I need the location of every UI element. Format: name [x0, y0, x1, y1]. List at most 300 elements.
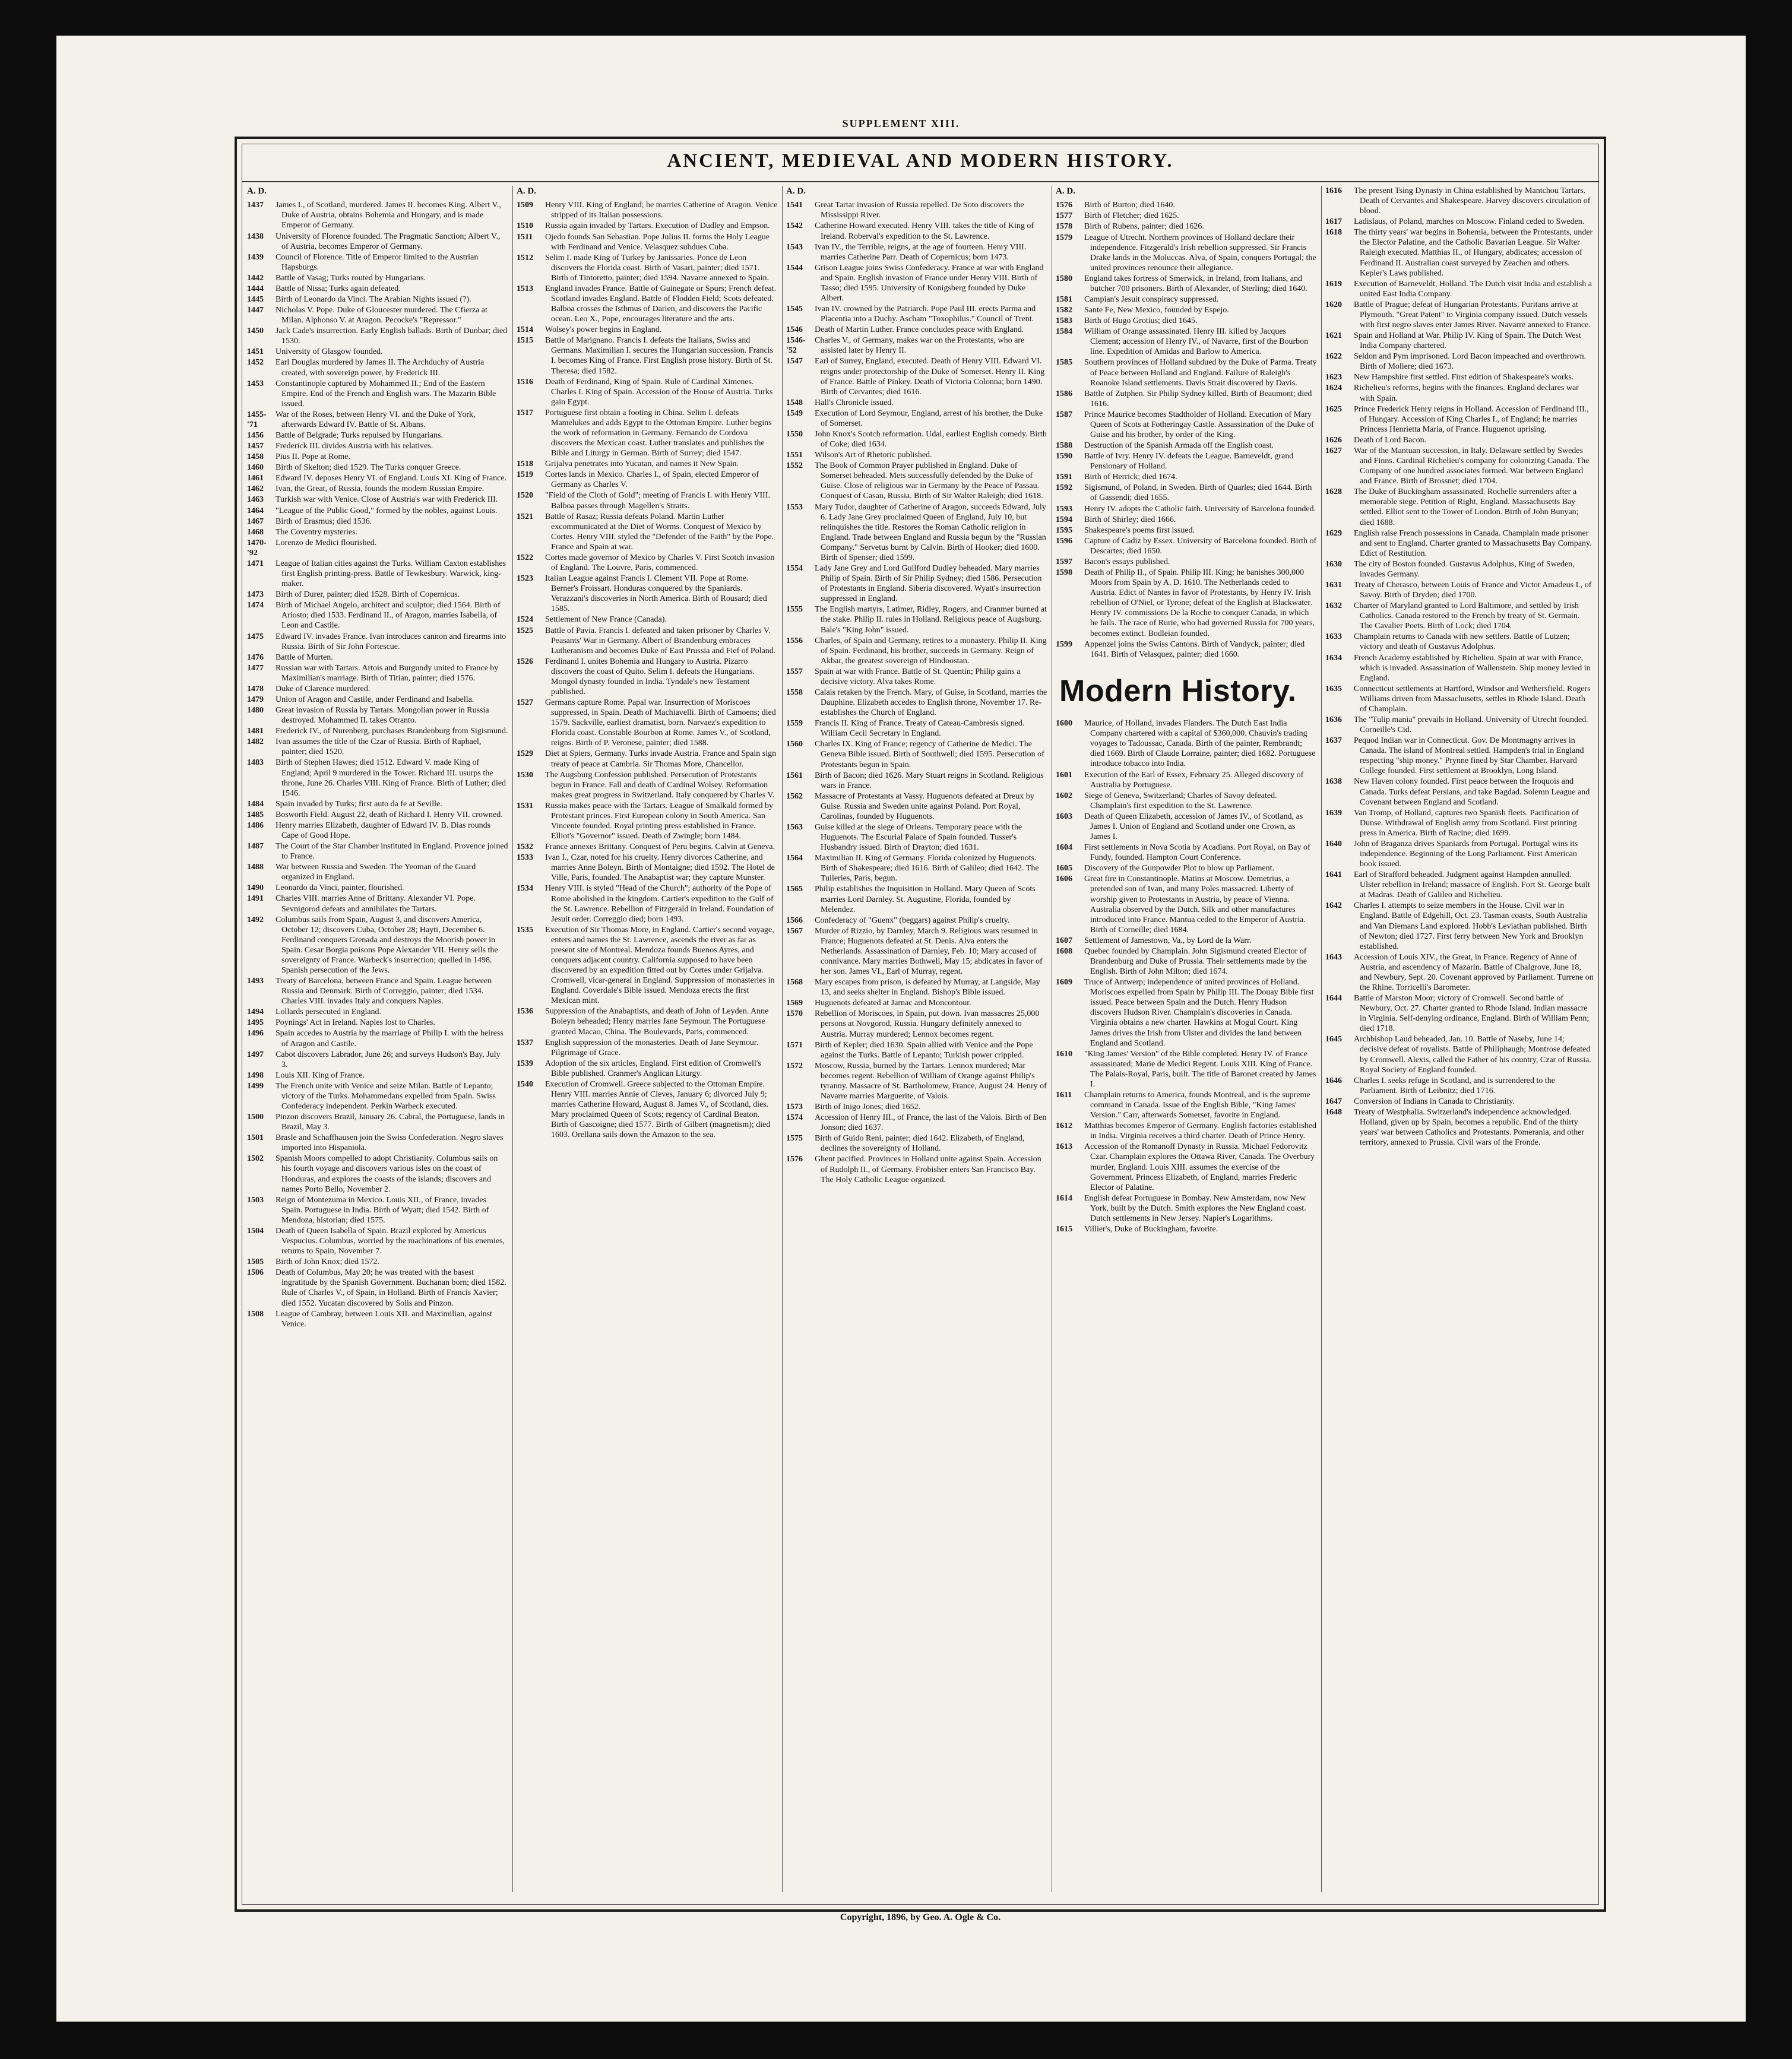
history-frame	[235, 137, 1606, 1922]
entry-text: Ghent pacified. Provinces in Holland unite against Spain. Accession of Rudolph II., of Germany. Frobisher enters San Francisco Bay. The Holy Catholic League organized.	[815, 1155, 1041, 1184]
entry-year: 1513	[517, 284, 533, 293]
entry-year: 1531	[517, 801, 533, 810]
copyright-notice: Copyright, 1896, by Geo. A. Ogle & Co.	[840, 1912, 1001, 1922]
timeline-entry	[247, 284, 508, 294]
timeline-entry	[1056, 294, 1317, 305]
timeline-entry	[1056, 327, 1317, 357]
timeline-entry	[1325, 952, 1594, 993]
entry-text: Appenzel joins the Swiss Cantons. Birth of Vandyck, painter; died 1641. Birth of Velasquez, painter; died 1660.	[1084, 639, 1305, 659]
entry-year: 1602	[1056, 791, 1072, 800]
timeline-entry	[1325, 1107, 1594, 1148]
entry-text: The Coventry mysteries.	[276, 527, 358, 537]
entry-text: William of Orange assassinated. Henry III. killed by Jacques Clement; accession of Henry IV., of Navarre, first of the Bourbon line. Expedition of Amidas and Barlow to America.	[1084, 327, 1309, 357]
entry-year: 1575	[786, 1134, 803, 1143]
entry-year: 1533	[517, 853, 533, 863]
era-label: A. D.	[1056, 186, 1075, 196]
entry-year: 1630	[1325, 559, 1342, 569]
entry-year: 1536	[517, 1007, 533, 1016]
timeline-entry	[1056, 557, 1317, 567]
timeline-entry	[1056, 1049, 1317, 1089]
timeline-entry	[517, 232, 778, 252]
entry-year: 1596	[1056, 536, 1072, 546]
entry-text: Shakespeare's poems first issued.	[1084, 525, 1195, 535]
entry-year: 1462	[247, 484, 264, 494]
entry-year: 1541	[786, 201, 803, 210]
entry-text: Cortes lands in Mexico. Charles I., of Spain, elected Emperor of Germany as Charles V.	[545, 470, 759, 490]
era-label: A. D.	[786, 186, 806, 196]
entry-year: 1498	[247, 1070, 264, 1080]
entry-text: Turkish war with Venice. Close of Austria's war with Frederick III.	[276, 495, 498, 505]
entry-year: 1597	[1056, 557, 1072, 566]
timeline-entry	[1056, 1121, 1317, 1141]
timeline-entry	[786, 771, 1047, 791]
timeline-entry	[247, 883, 508, 893]
entry-year: 1647	[1325, 1097, 1342, 1106]
entry-text: Southern provinces of Holland subdued by the Duke of Parma. Treaty of Peace between Holland and England. Failure of Raleigh's Roanoke Island settlements. Davis Strait discovered by Davis.	[1084, 358, 1317, 388]
entry-year: 1529	[517, 749, 533, 759]
entry-year: 1604	[1056, 843, 1072, 853]
entry-text: Ojedo founds San Sebastian. Pope Julius II. forms the Holy League with Ferdinand and Venice. Velasquez subdues Cuba.	[545, 232, 770, 252]
entry-year: 1625	[1325, 404, 1342, 414]
entry-text: Birth of Herrick; died 1674.	[1084, 473, 1177, 482]
entry-text: Death of Columbus, May 20; he was treated with the basest ingratitude by the Spanish Government. Buchanan born; died 1582. Rule of Charles V., of Spain, in Holland. Birth of Francis Xavier; died 1552. Yucatan discovered by Solis and Pinzon.	[276, 1268, 506, 1308]
timeline-entry	[1056, 504, 1317, 514]
entry-text: Nicholas V. Pope. Duke of Gloucester murdered. The Cfierza at Milan. Alphonso V. at Aragon. Pecocke's "Repressor."	[276, 306, 487, 325]
timeline-entry	[1056, 1224, 1317, 1234]
newspaper-page	[56, 36, 1746, 2022]
timeline-entry	[247, 862, 508, 882]
entry-text: Seldon and Pym imprisoned. Lord Bacon impeached and overthrown. Birth of Moliere; died 1673.	[1354, 352, 1587, 372]
entry-year: 1490	[247, 883, 264, 893]
entry-text: Death of Queen Isabella of Spain. Brazil explored by Americus Vespucius. Columbus, worried by the machinations of his enemies, returns to Spain, November 7.	[276, 1226, 505, 1256]
timeline-entry	[247, 737, 508, 757]
entry-text: James I., of Scotland, murdered. James II. becomes King. Albert V., Duke of Austria, obtains Bohemia and Hungary, and is made Emperor of Germany.	[276, 201, 501, 230]
entry-text: Birth of Skelton; died 1529. The Turks conquer Greece.	[276, 463, 461, 473]
column-3	[786, 186, 1047, 1886]
timeline-entry	[786, 739, 1047, 769]
entry-year: 1590	[1056, 452, 1072, 461]
entry-text: The Court of the Star Chamber instituted in England. Provence joined to France.	[276, 842, 508, 861]
entry-year: 1578	[1056, 222, 1072, 232]
entry-year: 1619	[1325, 279, 1342, 289]
entry-text: Massacre of Protestants at Vassy. Huguenots defeated at Dreux by Guise. Russia and Sweden unite against Poland. Port Royal, Carolinas, founded by Huguenots.	[815, 791, 1034, 821]
entry-year: 1457	[247, 442, 264, 451]
column-1	[247, 186, 508, 1886]
entry-text: Spain invaded by Turks; first auto da fe at Seville.	[276, 799, 442, 809]
entry-text: Birth of Rubens, painter; died 1626.	[1084, 222, 1204, 232]
entry-text: Poynings' Act in Ireland. Naples lost to Charles.	[276, 1018, 435, 1028]
entry-year: 1450	[247, 327, 264, 336]
entry-text: Mary Tudor, daughter of Catherine of Aragon, succeeds Edward, July 6. Lady Jane Grey proclaimed Queen of England, July 10, but relinquishes the title. Restores the Roman Catholic religion in England. Trade between England and Russia begun by the "Russian Company." Servetus burnt by Calvin. Birth of Hooker; died 1600. Birth of Spenser; died 1599.	[815, 502, 1046, 562]
timeline-entry	[517, 853, 778, 883]
entry-year: 1600	[1056, 719, 1072, 728]
timeline-entry	[517, 553, 778, 573]
entry-text: "King James' Version" of the Bible completed. Henry IV. of France assassinated; Marie de Medici Regent. Louis XIII. King of France. The Palais-Royal, Paris, built. The title of Baronet created by James I.	[1084, 1049, 1316, 1089]
timeline-entry	[1056, 389, 1317, 409]
entry-year: 1638	[1325, 777, 1342, 787]
entry-text: Lady Jane Grey and Lord Guilford Dudley beheaded. Mary marries Philip of Spain. Birth of Sir Philip Sydney; died 1586. Persecution of Protestants in England. Siberia discovered. Wyatt's insurrection suppressed in England.	[815, 564, 1042, 604]
timeline-entry	[247, 684, 508, 694]
entry-text: Ivan IV. crowned by the Patriarch. Pope Paul III. erects Parma and Placentia into a Duchy. Ascham "Toxophilus." Council of Trent.	[815, 305, 1036, 324]
timeline-entry	[247, 810, 508, 820]
entry-year: 1634	[1325, 653, 1342, 663]
timeline-entry	[786, 429, 1047, 449]
entry-text: Battle of Nissa; Turks again defeated.	[276, 284, 401, 293]
entry-text: John Knox's Scotch reformation. Udal, earliest English comedy. Birth of Coke; died 1634.	[815, 430, 1047, 449]
entry-year: 1622	[1325, 352, 1342, 362]
entry-year: 1572	[786, 1061, 803, 1070]
timeline-entry	[517, 335, 778, 376]
timeline-entry	[1325, 559, 1594, 579]
entry-year: 1627	[1325, 446, 1342, 455]
timeline-entry	[247, 517, 508, 527]
timeline-entry	[1056, 316, 1317, 326]
timeline-entry	[1056, 515, 1317, 525]
entry-text: Henry VIII. King of England; he marries Catherine of Aragon. Venice stripped of its Italian possessions.	[545, 201, 778, 220]
entry-text: John of Braganza drives Spaniards from Portugal. Portugal wins its independence. Beginning of the Long Parliament. First American book issued.	[1354, 839, 1578, 869]
timeline-entry	[1325, 487, 1594, 527]
timeline-entry	[247, 799, 508, 809]
timeline-entry	[247, 1154, 508, 1194]
timeline-entry	[247, 430, 508, 441]
timeline-entry	[517, 490, 778, 511]
entry-text: New Hampshire first settled. First edition of Shakespeare's works.	[1354, 373, 1574, 382]
entry-year: 1609	[1056, 978, 1072, 987]
timeline-entry	[247, 976, 508, 1006]
era-label: A. D.	[247, 186, 267, 196]
timeline-entry	[1056, 568, 1317, 639]
timeline-entry	[786, 1009, 1047, 1039]
entry-text: Spain at war with France. Battle of St. Quentin; Philip gains a decisive victory. Alva takes Rome.	[815, 667, 1021, 686]
entry-year: 1562	[786, 791, 803, 801]
timeline-entry	[786, 1040, 1047, 1060]
timeline-entry	[786, 926, 1047, 977]
entry-text: Francis II. King of France. Treaty of Cateau-Cambresis signed. William Cecil Secretary in England.	[815, 719, 1025, 739]
entry-year: 1525	[517, 626, 533, 635]
timeline-entry	[247, 1226, 508, 1256]
entry-text: Diet at Spiers, Germany. Turks invade Austria. France and Spain sign treaty of peace at Cambria. Sir Thomas More, Chancellor.	[545, 749, 777, 769]
entry-text: Conversion of Indians in Canada to Christianity.	[1354, 1097, 1515, 1106]
entry-year: 1460	[247, 463, 264, 473]
timeline-entry	[1056, 305, 1317, 315]
entry-year: 1587	[1056, 410, 1072, 419]
timeline-entry	[247, 1268, 508, 1308]
entry-text: Catherine Howard executed. Henry VIII. takes the title of King of Ireland. Roberval's expedition to the St. Lawrence.	[815, 221, 1034, 241]
timeline-entry	[247, 1309, 508, 1329]
entry-year: 1570	[786, 1009, 803, 1019]
timeline-entry	[1056, 946, 1317, 977]
entry-year: 1478	[247, 684, 264, 693]
entry-text: Bosworth Field. August 22, death of Richard I. Henry VII. crowned.	[276, 810, 503, 819]
entry-year: 1606	[1056, 875, 1072, 884]
entry-year: 1439	[247, 252, 264, 262]
timeline-entry	[1056, 770, 1317, 790]
entry-year: 1646	[1325, 1076, 1342, 1085]
entry-text: Columbus sails from Spain, August 3, and discovers America, October 12; discovers Cuba, October 28; Hayti, December 6. Ferdinand conquers Grenada and destroys the Moorish power in Spain. Cesar Borgia poisons Pope Alexander VII. Henry sells the sovereignty of France. Warbeck's insurrection; quelled in 1498. Spanish persecution of the Jews.	[276, 915, 498, 975]
entry-text: Treaty of Barcelona, between France and Spain. League between Russia and Denmark. Birth of Correggio, painter; died 1534. Charles VIII. invades Italy and conquers Naples.	[276, 977, 492, 1006]
entry-year: 1527	[517, 698, 533, 708]
entry-year: 1561	[786, 771, 803, 780]
timeline-entry	[1325, 227, 1594, 278]
entry-text: Battle of Rasaz; Russia defeats Poland. Martin Luther excommunicated at the Diet of Worms. Conquest of Mexico by Cortes. Henry VIII. styled the "Defender of the Faith" by the Pope. France and Spain at war.	[545, 512, 774, 552]
entry-text: English defeat Portuguese in Bombay. New Amsterdam, now New York, built by the Dutch. Smith explores the New England coast. Dutch settlements in New Jersey. Napier's Logarithms.	[1084, 1193, 1306, 1223]
entry-year: 1442	[247, 273, 264, 283]
timeline-entry	[1056, 812, 1317, 842]
entry-text: Destruction of the Spanish Armada off the English coast.	[1084, 441, 1274, 451]
entry-year: 1591	[1056, 473, 1072, 482]
timeline-entry	[247, 441, 508, 451]
entry-text: Duke of Clarence murdered.	[276, 684, 371, 693]
entry-text: Battle of Vasag; Turks routed by Hungarians.	[276, 273, 426, 283]
entry-year: 1648	[1325, 1107, 1342, 1117]
entry-text: University of Glasgow founded.	[276, 347, 383, 357]
entry-year: 1537	[517, 1038, 533, 1047]
entry-year: 1444	[247, 284, 264, 293]
entry-year: 1496	[247, 1029, 264, 1038]
entry-text: Accession of Henry III., of France, the last of the Valois. Birth of Ben Jonson; died 1637.	[815, 1113, 1047, 1133]
entry-year: 1512	[517, 253, 533, 262]
entry-year: 1586	[1056, 389, 1072, 398]
entry-text: Death of Ferdinand, King of Spain. Rule of Cardinal Ximenes. Charles I. King of Spain. Accession of the House of Austria. Turks gain Egypt.	[545, 377, 773, 407]
entry-year: 1522	[517, 553, 533, 562]
timeline-entry	[517, 253, 778, 283]
entry-text: Battle of Marignano. Francis I. defeats the Italians, Swiss and Germans. Maximilian I. secures the Hungarian succession. Francis I. becomes King of France. First English prose history. Birth of St. Theresa; died 1582.	[545, 336, 774, 376]
entry-year: 1642	[1325, 901, 1342, 911]
timeline-entry	[1325, 1097, 1594, 1107]
timeline-entry	[1325, 684, 1594, 714]
timeline-entry	[247, 915, 508, 975]
entry-year: 1524	[517, 615, 533, 625]
timeline-entry	[247, 452, 508, 462]
entry-text: Maurice, of Holland, invades Flanders. The Dutch East India Company chartered with a capital of $360,000. Chauvin's trading voyages to Tadoussac, Canada. Birth of the painter, Rembrandt; died 1669. Birth of Claude Lorraine, painter; died 1682. Portuguese introduce tobacco into India.	[1084, 719, 1316, 769]
timeline-entry	[1056, 410, 1317, 440]
entry-text: Birth of Leonardo da Vinci. The Arabian Nights issued (?).	[276, 295, 471, 304]
timeline-entry	[1056, 791, 1317, 811]
entry-text: Matthias becomes Emperor of Germany. English factories established in India. Virginia receives a third charter. Death of Prince Henry.	[1084, 1122, 1316, 1141]
timeline-entry	[247, 1070, 508, 1081]
entry-year: 1447	[247, 306, 264, 315]
entry-year: 1510	[517, 221, 533, 231]
entry-year: 1644	[1325, 994, 1342, 1003]
timeline-entry	[1325, 1076, 1594, 1096]
entry-year: 1628	[1325, 487, 1342, 497]
timeline-entry	[517, 842, 778, 852]
entry-text: Philip establishes the Inquisition in Holland. Mary Queen of Scots marries Lord Darnley. St. Augustine, Florida, founded by Melendez.	[815, 885, 1036, 914]
entry-text: The "Tulip mania" prevails in Holland. University of Utrecht founded. Corneille's Cid.	[1354, 715, 1588, 735]
timeline-entry	[247, 821, 508, 841]
entry-text: Ladislaus, of Poland, marches on Moscow. Finland ceded to Sweden.	[1354, 217, 1585, 227]
entry-year: 1645	[1325, 1035, 1342, 1044]
entry-year: 1475	[247, 632, 264, 641]
entry-year: 1636	[1325, 715, 1342, 724]
timeline-entry	[786, 200, 1047, 220]
entry-year: 1631	[1325, 580, 1342, 590]
entry-year: 1592	[1056, 483, 1072, 493]
timeline-entry	[1056, 639, 1317, 660]
timeline-entry	[1325, 279, 1594, 299]
entry-text: Spanish Moors compelled to adopt Christianity. Columbus sails on his fourth voyage and discovers various isles on the coast of Honduras, and explores the coasts of the islands; discovers and names Porto Bello, November 2.	[276, 1154, 498, 1194]
entry-year: 1598	[1056, 568, 1072, 578]
timeline-entry	[786, 502, 1047, 563]
timeline-entry	[1325, 300, 1594, 330]
entry-text: The Duke of Buckingham assassinated. Rochelle surrenders after a memorable siege. Petition of Right, England. Massachusetts Bay settled. Elliot sent to the Tower of London. Birth of John Bunyan; died 1688.	[1354, 487, 1579, 527]
entry-year: 1483	[247, 758, 264, 768]
entry-year: 1585	[1056, 358, 1072, 368]
entry-year: 1521	[517, 512, 533, 521]
entry-year: 1616	[1325, 186, 1342, 195]
entry-text: Huguenots defeated at Jarnac and Moncontour.	[815, 999, 971, 1008]
entry-text: Confederacy of "Guenx" (beggars) against Philip's cruelty.	[815, 916, 1010, 925]
entry-year: 1574	[786, 1113, 803, 1123]
entry-text: League of Utrecht. Northern provinces of Holland declare their independence. Fitzgerald's Irish rebellion suppressed. Sir Francis Drake lands in the Moluccas. Alva, of Spain, conquers Portugal; the united provinces renounce their allegiance.	[1084, 233, 1316, 273]
entry-text: League of Italian cities against the Turks. William Caxton establishes first English printing-press. Battle of Tewkesbury. Warwick, king-maker.	[276, 559, 506, 589]
entry-text: Ivan I., Czar, noted for his cruelty. Henry divorces Catherine, and marries Anne Boleyn. Birth of Montaigne; died 1592. The Hotel de Ville, Paris, founded. The Anabaptist war; they capture Munster.	[545, 853, 775, 883]
timeline-entry	[247, 894, 508, 914]
entry-year: 1504	[247, 1226, 264, 1236]
entry-year: 1494	[247, 1008, 264, 1017]
entry-year: 1593	[1056, 504, 1072, 514]
entry-year: 1635	[1325, 684, 1342, 693]
entry-text: Execution of Cromwell. Greece subjected to the Ottoman Empire. Henry VIII. marries Annie of Cleves, January 6; divorced July 9; marries Catherine Howard, August 8. James V., of Scotland, dies. Mary proclaimed Queen of Scots; regency of Cardinal Beaton. Birth of Gascoigne; died 1577. Birth of Gilbert (magnetism); died 1603. Orellana sails down the Amazon to the sea.	[545, 1079, 771, 1140]
timeline-entry	[1056, 483, 1317, 503]
timeline-entry	[786, 718, 1047, 739]
entry-year: 1453	[247, 379, 264, 388]
entry-year: 1463	[247, 495, 264, 505]
timeline-entry	[517, 1038, 778, 1058]
timeline-entry	[786, 667, 1047, 687]
entry-text: Wilson's Art of Rhetoric published.	[815, 451, 932, 460]
entry-year: 1565	[786, 885, 803, 894]
timeline-entry	[247, 252, 508, 273]
entry-year: 1508	[247, 1309, 264, 1319]
entry-year: 1502	[247, 1154, 264, 1164]
entry-text: The thirty years' war begins in Bohemia, between the Protestants, under the Elector Palatine, and the Catholic Bavarian League. Sir Walter Raleigh executed. Matthias II., of Hungary, abdicates; accession of Ferdinand II. Australian coast surveyed by Zeachen and others. Kepler's Laws published.	[1354, 228, 1593, 278]
timeline-entry	[247, 1028, 508, 1048]
entry-year: 1461	[247, 474, 264, 483]
entry-year: 1568	[786, 978, 803, 987]
timeline-entry	[247, 652, 508, 663]
entry-year: 1614	[1056, 1193, 1072, 1203]
entry-text: Settlement of New France (Canada).	[545, 615, 667, 625]
entry-year: 1485	[247, 810, 264, 819]
entry-text: Earl of Strafford beheaded. Judgment against Hampden annulled. Ulster rebellion in Ireland; massacre of English. Fort St. George built at Madras. Death of Galileo and Richelieu.	[1354, 870, 1590, 900]
entry-year: 1497	[247, 1050, 264, 1059]
entry-year: 1549	[786, 408, 803, 418]
entry-text: Charles I. attempts to seize members in the House. Civil war in England. Battle of Edgehill, Oct. 23. Tasman coasts, South Australia and Van Diemans Land explored. Hobb's Leviathan published. Birth of Newton; died 1727. First ferry between New York and Brooklyn established.	[1354, 901, 1587, 951]
entry-year: 1535	[517, 925, 533, 935]
timeline-entry	[247, 695, 508, 705]
timeline-entry	[786, 853, 1047, 883]
entry-text: Accession of the Romanoff Dynasty in Russia. Michael Fedorovitz Czar. Champlain explores the Ottawa River, Canada. The Overbury murder, England. Louis XIII. assumes the exercise of the Government. Princess Elizabeth, of England, marries Frederic Elector of Palatine.	[1084, 1142, 1315, 1192]
entry-year: 1523	[517, 574, 533, 584]
entry-text: Champlain returns to Canada with new settlers. Battle of Lutzen; victory and death of Gustavus Adolphus.	[1354, 632, 1570, 652]
entry-year: 1554	[786, 564, 803, 574]
timeline-entry	[517, 512, 778, 552]
entry-year: 1479	[247, 695, 264, 704]
entry-text: Truce of Antwerp; independence of united provinces of Holland. Moriscoes expelled from Spain by Philip III. The Douay Bible first issued. Peace between Spain and the Dutch. Henry Hudson discovers Hudson River. Champlain's discoveries in Canada. Virginia obtains a new charter. Hawkins at Mogul Court. King James drives the Irish from Ulster and divides the land between England and Scotland.	[1084, 978, 1314, 1048]
timeline-entry	[247, 538, 508, 558]
timeline-entry	[247, 590, 508, 600]
entry-year: 1516	[517, 377, 533, 387]
timeline-entry	[786, 791, 1047, 822]
timeline-entry	[517, 626, 778, 656]
entry-year: 1637	[1325, 736, 1342, 746]
entry-year: 1503	[247, 1195, 264, 1205]
entry-text: Pequod Indian war in Connecticut. Gov. De Montmagny arrives in Canada. The island of Montreal settled. Hampden's trial in England respecting "ship money." Prynne fined by Star Chamber. Harvard College founded. First settlement at Brooklyn, Long Island.	[1354, 736, 1584, 776]
timeline-entry	[247, 484, 508, 494]
entry-year: 1576	[1056, 201, 1072, 210]
entry-year: 1569	[786, 999, 803, 1008]
entry-year: 1526	[517, 657, 533, 666]
entry-text: Earl Douglas murdered by James II. The Archduchy of Austria created, with sovereign power, by Frederick III.	[276, 358, 485, 378]
timeline-entry	[1325, 331, 1594, 351]
timeline-entry	[1325, 901, 1594, 951]
entry-year: 1577	[1056, 211, 1072, 221]
timeline-entry	[517, 801, 778, 841]
entry-text: Selim I. made King of Turkey by Janissaries. Ponce de Leon discovers the Florida coast. Birth of Vasari, painter; died 1571. Birth of Tintoretto, painter; died 1594. Navarre annexed to Spain.	[545, 253, 770, 283]
timeline-entry	[1325, 528, 1594, 559]
entry-text: France annexes Brittany. Conquest of Peru begins. Calvin at Geneva.	[545, 842, 775, 852]
timeline-entry	[517, 284, 778, 324]
section-heading: Modern History.	[1059, 673, 1297, 708]
entry-text: Louis XII. King of France.	[276, 1070, 365, 1080]
timeline-entry	[247, 663, 508, 683]
entry-year: 1445	[247, 295, 264, 304]
timeline-entry	[247, 1133, 508, 1153]
entry-text: Settlement of Jamestown, Va., by Lord de la Warr.	[1084, 936, 1252, 945]
timeline-entry	[517, 221, 778, 231]
timeline-entry	[1056, 1090, 1317, 1120]
entry-text: English suppression of the monasteries. Death of Jane Seymour. Pilgrimage of Grace.	[545, 1038, 759, 1057]
entry-year: 1641	[1325, 870, 1342, 880]
entry-text: Cortes made governor of Mexico by Charles V. First Scotch invasion of England. The Louvre, Paris, commenced.	[545, 553, 775, 573]
entry-year: 1579	[1056, 233, 1072, 242]
column-4	[1056, 186, 1317, 1886]
timeline-entry	[1056, 525, 1317, 536]
entry-year: 1519	[517, 470, 533, 480]
timeline-entry	[1325, 446, 1594, 486]
entry-text: England invades France. Battle of Guinegate or Spurs; French defeat. Scotland invades England. Battle of Flodden Field; Scots defeated. Balboa crosses the Isthmus of Darien, and discovers the Pacific ocean. Leo X., Pope, encourages literature and the arts.	[545, 284, 777, 324]
entry-text: Champlain returns to America, founds Montreal, and is the supreme command in Canada. Issue of the English Bible, "King James' Version." Carr, afterwards Somerset, favorite in England.	[1084, 1090, 1310, 1120]
entry-text: War of the Roses, between Henry VI. and the Duke of York, afterwards Edward IV. Battle of St. Albans.	[276, 410, 476, 429]
timeline-entry	[1056, 718, 1317, 769]
entry-year: 1556	[786, 636, 803, 645]
timeline-entry	[247, 758, 508, 798]
timeline-entry	[1056, 936, 1317, 946]
timeline-entry	[1325, 1034, 1594, 1075]
entry-text: "League of the Public Good," formed by the nobles, against Louis.	[276, 506, 498, 515]
timeline-entry	[1056, 842, 1317, 863]
entry-text: Treaty of Cherasco, between Louis of France and Victor Amadeus I., of Savoy. Birth of Dryden; died 1700.	[1354, 580, 1592, 600]
timeline-entry	[517, 574, 778, 614]
entry-year: 1567	[786, 926, 803, 936]
timeline-entry	[786, 263, 1047, 303]
entry-text: Guise killed at the siege of Orleans. Temporary peace with the Huguenots. The Escurial Palace of Spain founded. Tusser's Husbandry issued. Birth of Drayton; died 1631.	[815, 822, 1022, 853]
entry-text: Execution of Lord Seymour, England, arrest of his brother, the Duke of Somerset.	[815, 408, 1043, 428]
timeline-entry	[517, 749, 778, 769]
entry-year: 1582	[1056, 306, 1072, 315]
entry-text: Wolsey's power begins in England.	[545, 325, 662, 335]
entry-text: Capture of Cadiz by Essex. University of Barcelona founded. Birth of Descartes; died 1650.	[1084, 536, 1317, 556]
timeline-entry	[517, 883, 778, 924]
entry-text: Charles V., of Germany, makes war on the Protestants, who are assisted later by Henry II.	[815, 336, 1025, 356]
entry-text: Rebellion of Moriscoes, in Spain, put down. Ivan massacres 25,000 persons at Novgorod, Russia. Hungary definitely annexed to Austria. Murray murdered; Lennox becomes regent.	[815, 1009, 1040, 1039]
timeline-entry	[247, 347, 508, 357]
entry-text: Italian League against Francis I. Clement VII. Pope at Rome. Berner's Froissart. Honduras conquered by the Spaniards. Verazzani's discoveries in North America. Birth of Rousard; died 1585.	[545, 574, 767, 614]
entry-year: 1583	[1056, 316, 1072, 326]
timeline-entry	[786, 1102, 1047, 1112]
timeline-entry	[786, 242, 1047, 262]
